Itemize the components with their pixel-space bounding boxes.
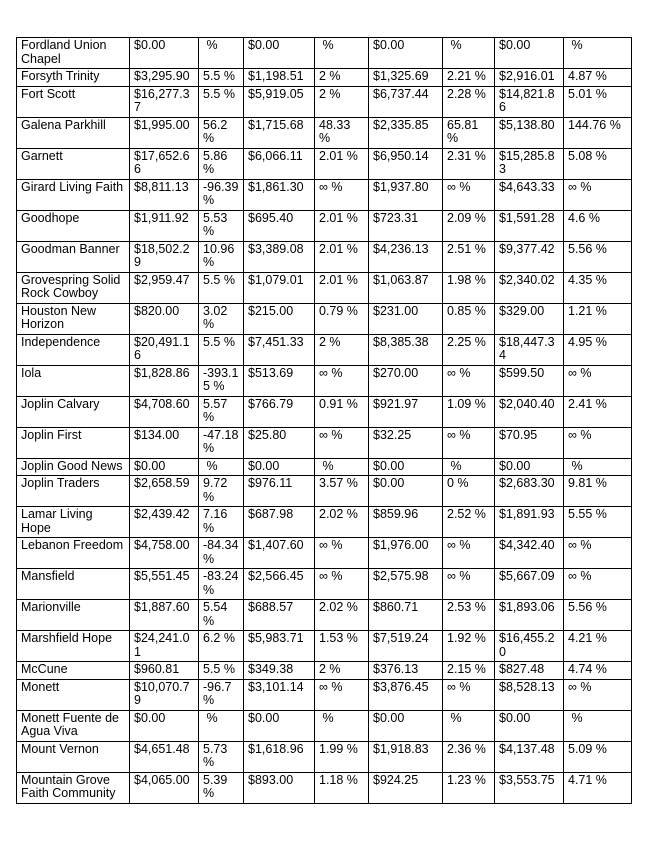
- percent-cell: 2.28 %: [443, 86, 495, 117]
- percent-cell: ∞ %: [564, 569, 632, 600]
- church-name-cell: Monett Fuente de Agua Viva: [17, 710, 130, 741]
- church-name-cell: Girard Living Faith: [17, 179, 130, 210]
- church-name-cell: Fort Scott: [17, 86, 130, 117]
- church-name-cell: Forsyth Trinity: [17, 69, 130, 87]
- church-name-cell: Lamar Living Hope: [17, 507, 130, 538]
- church-name-cell: Monett: [17, 679, 130, 710]
- table-row: [17, 210, 632, 241]
- percent-cell: 7.16 %: [199, 507, 244, 538]
- percent-cell: %: [564, 458, 632, 476]
- amount-cell: $5,983.71: [244, 631, 315, 662]
- amount-cell: $376.13: [369, 662, 443, 680]
- amount-cell: $4,643.33: [495, 179, 564, 210]
- percent-cell: 5.08 %: [564, 148, 632, 179]
- percent-cell: 2.41 %: [564, 396, 632, 427]
- table-row: [17, 710, 632, 741]
- amount-cell: $1,887.60: [130, 600, 199, 631]
- percent-cell: 2.01 %: [315, 241, 369, 272]
- amount-cell: $3,553.75: [495, 772, 564, 803]
- percent-cell: 0.85 %: [443, 303, 495, 334]
- percent-cell: 5.56 %: [564, 600, 632, 631]
- amount-cell: $17,652.66: [130, 148, 199, 179]
- amount-cell: $0.00: [369, 476, 443, 507]
- amount-cell: $16,455.20: [495, 631, 564, 662]
- percent-cell: 5.5 %: [199, 69, 244, 87]
- table-row: [17, 427, 632, 458]
- church-name-cell: Goodhope: [17, 210, 130, 241]
- church-name-cell: Galena Parkhill: [17, 117, 130, 148]
- amount-cell: $5,919.05: [244, 86, 315, 117]
- percent-cell: -393.15 %: [199, 365, 244, 396]
- amount-cell: $4,708.60: [130, 396, 199, 427]
- amount-cell: $687.98: [244, 507, 315, 538]
- amount-cell: $1,891.93: [495, 507, 564, 538]
- table-row: [17, 507, 632, 538]
- amount-cell: $723.31: [369, 210, 443, 241]
- amount-cell: $8,385.38: [369, 334, 443, 365]
- table-row: [17, 241, 632, 272]
- percent-cell: 2 %: [315, 334, 369, 365]
- amount-cell: $1,937.80: [369, 179, 443, 210]
- amount-cell: $1,861.30: [244, 179, 315, 210]
- percent-cell: %: [443, 458, 495, 476]
- table-row: [17, 662, 632, 680]
- amount-cell: $0.00: [130, 710, 199, 741]
- percent-cell: ∞ %: [315, 427, 369, 458]
- amount-cell: $9,377.42: [495, 241, 564, 272]
- percent-cell: 65.81 %: [443, 117, 495, 148]
- amount-cell: $3,295.90: [130, 69, 199, 87]
- amount-cell: $599.50: [495, 365, 564, 396]
- percent-cell: 0.91 %: [315, 396, 369, 427]
- percent-cell: 48.33 %: [315, 117, 369, 148]
- amount-cell: $2,683.30: [495, 476, 564, 507]
- table-row: [17, 334, 632, 365]
- amount-cell: $0.00: [369, 458, 443, 476]
- percent-cell: 10.96 %: [199, 241, 244, 272]
- percent-cell: ∞ %: [443, 427, 495, 458]
- table-row: [17, 600, 632, 631]
- percent-cell: -96.39 %: [199, 179, 244, 210]
- table-row: [17, 538, 632, 569]
- amount-cell: $20,491.16: [130, 334, 199, 365]
- amount-cell: $1,976.00: [369, 538, 443, 569]
- amount-cell: $3,101.14: [244, 679, 315, 710]
- amount-cell: $15,285.83: [495, 148, 564, 179]
- percent-cell: 5.5 %: [199, 272, 244, 303]
- percent-cell: 5.86 %: [199, 148, 244, 179]
- percent-cell: 2.52 %: [443, 507, 495, 538]
- amount-cell: $976.11: [244, 476, 315, 507]
- church-name-cell: Joplin Good News: [17, 458, 130, 476]
- percent-cell: %: [564, 710, 632, 741]
- percent-cell: 2.36 %: [443, 741, 495, 772]
- percent-cell: 4.95 %: [564, 334, 632, 365]
- amount-cell: $4,137.48: [495, 741, 564, 772]
- amount-cell: $4,065.00: [130, 772, 199, 803]
- percent-cell: 2 %: [315, 662, 369, 680]
- percent-cell: 5.55 %: [564, 507, 632, 538]
- amount-cell: $4,758.00: [130, 538, 199, 569]
- percent-cell: ∞ %: [443, 179, 495, 210]
- percent-cell: 2.02 %: [315, 507, 369, 538]
- amount-cell: $2,439.42: [130, 507, 199, 538]
- percent-cell: ∞ %: [315, 679, 369, 710]
- church-name-cell: Marshfield Hope: [17, 631, 130, 662]
- amount-cell: $2,335.85: [369, 117, 443, 148]
- amount-cell: $0.00: [130, 458, 199, 476]
- amount-cell: $1,995.00: [130, 117, 199, 148]
- amount-cell: $1,325.69: [369, 69, 443, 87]
- amount-cell: $18,447.34: [495, 334, 564, 365]
- amount-cell: $4,342.40: [495, 538, 564, 569]
- percent-cell: 1.53 %: [315, 631, 369, 662]
- table-row: [17, 365, 632, 396]
- amount-cell: $827.48: [495, 662, 564, 680]
- percent-cell: 2.01 %: [315, 272, 369, 303]
- percent-cell: 144.76 %: [564, 117, 632, 148]
- percent-cell: 5.39 %: [199, 772, 244, 803]
- amount-cell: $7,519.24: [369, 631, 443, 662]
- table-row: [17, 179, 632, 210]
- table-row: [17, 38, 632, 69]
- church-name-cell: McCune: [17, 662, 130, 680]
- amount-cell: $5,551.45: [130, 569, 199, 600]
- amount-cell: $215.00: [244, 303, 315, 334]
- amount-cell: $18,502.29: [130, 241, 199, 272]
- percent-cell: ∞ %: [443, 569, 495, 600]
- percent-cell: %: [315, 458, 369, 476]
- percent-cell: %: [443, 38, 495, 69]
- amount-cell: $0.00: [495, 38, 564, 69]
- percent-cell: 4.74 %: [564, 662, 632, 680]
- percent-cell: 1.23 %: [443, 772, 495, 803]
- amount-cell: $14,821.86: [495, 86, 564, 117]
- percent-cell: ∞ %: [564, 427, 632, 458]
- table-row: [17, 772, 632, 803]
- church-name-cell: Independence: [17, 334, 130, 365]
- amount-cell: $0.00: [244, 38, 315, 69]
- percent-cell: 0 %: [443, 476, 495, 507]
- amount-cell: $329.00: [495, 303, 564, 334]
- amount-cell: $2,566.45: [244, 569, 315, 600]
- percent-cell: 1.18 %: [315, 772, 369, 803]
- amount-cell: $4,236.13: [369, 241, 443, 272]
- financial-report-table: [16, 37, 632, 804]
- percent-cell: %: [199, 458, 244, 476]
- amount-cell: $820.00: [130, 303, 199, 334]
- amount-cell: $134.00: [130, 427, 199, 458]
- amount-cell: $16,277.37: [130, 86, 199, 117]
- percent-cell: ∞ %: [443, 679, 495, 710]
- church-name-cell: Lebanon Freedom: [17, 538, 130, 569]
- amount-cell: $70.95: [495, 427, 564, 458]
- percent-cell: %: [199, 710, 244, 741]
- amount-cell: $10,070.79: [130, 679, 199, 710]
- percent-cell: ∞ %: [564, 179, 632, 210]
- percent-cell: 5.73 %: [199, 741, 244, 772]
- percent-cell: ∞ %: [315, 179, 369, 210]
- percent-cell: 2.02 %: [315, 600, 369, 631]
- percent-cell: 4.71 %: [564, 772, 632, 803]
- percent-cell: 4.21 %: [564, 631, 632, 662]
- percent-cell: 1.92 %: [443, 631, 495, 662]
- percent-cell: 5.53 %: [199, 210, 244, 241]
- percent-cell: 5.57 %: [199, 396, 244, 427]
- percent-cell: 4.6 %: [564, 210, 632, 241]
- percent-cell: 5.56 %: [564, 241, 632, 272]
- amount-cell: $1,198.51: [244, 69, 315, 87]
- church-name-cell: Mansfield: [17, 569, 130, 600]
- amount-cell: $25.80: [244, 427, 315, 458]
- amount-cell: $1,828.86: [130, 365, 199, 396]
- percent-cell: 2.01 %: [315, 210, 369, 241]
- amount-cell: $3,389.08: [244, 241, 315, 272]
- church-name-cell: Marionville: [17, 600, 130, 631]
- amount-cell: $1,911.92: [130, 210, 199, 241]
- table-row: [17, 69, 632, 87]
- table-row: [17, 476, 632, 507]
- church-name-cell: Fordland Union Chapel: [17, 38, 130, 69]
- amount-cell: $960.81: [130, 662, 199, 680]
- percent-cell: %: [315, 710, 369, 741]
- percent-cell: -96.7 %: [199, 679, 244, 710]
- table-row: [17, 303, 632, 334]
- percent-cell: 1.99 %: [315, 741, 369, 772]
- church-name-cell: Garnett: [17, 148, 130, 179]
- amount-cell: $688.57: [244, 600, 315, 631]
- amount-cell: $0.00: [369, 710, 443, 741]
- percent-cell: 2.51 %: [443, 241, 495, 272]
- amount-cell: $1,715.68: [244, 117, 315, 148]
- percent-cell: 5.5 %: [199, 86, 244, 117]
- percent-cell: 5.01 %: [564, 86, 632, 117]
- amount-cell: $8,811.13: [130, 179, 199, 210]
- amount-cell: $8,528.13: [495, 679, 564, 710]
- percent-cell: 4.87 %: [564, 69, 632, 87]
- table-row: [17, 458, 632, 476]
- church-name-cell: Houston New Horizon: [17, 303, 130, 334]
- church-name-cell: Mountain Grove Faith Community: [17, 772, 130, 803]
- percent-cell: 2.21 %: [443, 69, 495, 87]
- amount-cell: $921.97: [369, 396, 443, 427]
- percent-cell: 1.09 %: [443, 396, 495, 427]
- percent-cell: 2.01 %: [315, 148, 369, 179]
- percent-cell: 2.31 %: [443, 148, 495, 179]
- church-name-cell: Joplin First: [17, 427, 130, 458]
- amount-cell: $2,340.02: [495, 272, 564, 303]
- percent-cell: 5.5 %: [199, 334, 244, 365]
- church-name-cell: Joplin Calvary: [17, 396, 130, 427]
- amount-cell: $2,959.47: [130, 272, 199, 303]
- amount-cell: $695.40: [244, 210, 315, 241]
- table-row: [17, 272, 632, 303]
- percent-cell: ∞ %: [315, 538, 369, 569]
- amount-cell: $0.00: [130, 38, 199, 69]
- amount-cell: $2,575.98: [369, 569, 443, 600]
- percent-cell: 56.2 %: [199, 117, 244, 148]
- amount-cell: $2,658.59: [130, 476, 199, 507]
- percent-cell: -84.34 %: [199, 538, 244, 569]
- amount-cell: $5,138.80: [495, 117, 564, 148]
- amount-cell: $1,893.06: [495, 600, 564, 631]
- amount-cell: $1,618.96: [244, 741, 315, 772]
- amount-cell: $1,591.28: [495, 210, 564, 241]
- amount-cell: $231.00: [369, 303, 443, 334]
- percent-cell: %: [199, 38, 244, 69]
- amount-cell: $4,651.48: [130, 741, 199, 772]
- document-page: [0, 37, 650, 841]
- amount-cell: $1,407.60: [244, 538, 315, 569]
- amount-cell: $24,241.01: [130, 631, 199, 662]
- table-row: [17, 679, 632, 710]
- percent-cell: 2.15 %: [443, 662, 495, 680]
- amount-cell: $0.00: [495, 710, 564, 741]
- amount-cell: $860.71: [369, 600, 443, 631]
- percent-cell: -47.18 %: [199, 427, 244, 458]
- amount-cell: $1,079.01: [244, 272, 315, 303]
- table-row: [17, 631, 632, 662]
- percent-cell: 2.09 %: [443, 210, 495, 241]
- percent-cell: ∞ %: [443, 365, 495, 396]
- table-row: [17, 117, 632, 148]
- amount-cell: $1,918.83: [369, 741, 443, 772]
- amount-cell: $859.96: [369, 507, 443, 538]
- percent-cell: 2 %: [315, 86, 369, 117]
- percent-cell: %: [315, 38, 369, 69]
- percent-cell: 9.72 %: [199, 476, 244, 507]
- percent-cell: ∞ %: [564, 365, 632, 396]
- amount-cell: $6,950.14: [369, 148, 443, 179]
- amount-cell: $2,916.01: [495, 69, 564, 87]
- amount-cell: $513.69: [244, 365, 315, 396]
- amount-cell: $6,737.44: [369, 86, 443, 117]
- percent-cell: 3.02 %: [199, 303, 244, 334]
- percent-cell: %: [564, 38, 632, 69]
- amount-cell: $1,063.87: [369, 272, 443, 303]
- amount-cell: $3,876.45: [369, 679, 443, 710]
- amount-cell: $766.79: [244, 396, 315, 427]
- table-row: [17, 396, 632, 427]
- percent-cell: 0.79 %: [315, 303, 369, 334]
- church-name-cell: Joplin Traders: [17, 476, 130, 507]
- percent-cell: 5.5 %: [199, 662, 244, 680]
- percent-cell: 5.09 %: [564, 741, 632, 772]
- percent-cell: 3.57 %: [315, 476, 369, 507]
- amount-cell: $349.38: [244, 662, 315, 680]
- amount-cell: $270.00: [369, 365, 443, 396]
- percent-cell: ∞ %: [315, 569, 369, 600]
- amount-cell: $0.00: [244, 710, 315, 741]
- percent-cell: 5.54 %: [199, 600, 244, 631]
- percent-cell: 2 %: [315, 69, 369, 87]
- table-row: [17, 148, 632, 179]
- percent-cell: ∞ %: [564, 679, 632, 710]
- amount-cell: $32.25: [369, 427, 443, 458]
- percent-cell: 4.35 %: [564, 272, 632, 303]
- amount-cell: $6,066.11: [244, 148, 315, 179]
- percent-cell: 6.2 %: [199, 631, 244, 662]
- percent-cell: ∞ %: [443, 538, 495, 569]
- percent-cell: ∞ %: [315, 365, 369, 396]
- amount-cell: $2,040.40: [495, 396, 564, 427]
- amount-cell: $893.00: [244, 772, 315, 803]
- percent-cell: 2.53 %: [443, 600, 495, 631]
- church-name-cell: Mount Vernon: [17, 741, 130, 772]
- church-name-cell: Grovespring Solid Rock Cowboy: [17, 272, 130, 303]
- church-name-cell: Iola: [17, 365, 130, 396]
- percent-cell: 9.81 %: [564, 476, 632, 507]
- amount-cell: $0.00: [369, 38, 443, 69]
- amount-cell: $0.00: [244, 458, 315, 476]
- percent-cell: 1.21 %: [564, 303, 632, 334]
- report-table-body: [17, 38, 632, 804]
- percent-cell: 2.25 %: [443, 334, 495, 365]
- amount-cell: $7,451.33: [244, 334, 315, 365]
- table-row: [17, 569, 632, 600]
- percent-cell: ∞ %: [564, 538, 632, 569]
- table-row: [17, 741, 632, 772]
- table-row: [17, 86, 632, 117]
- percent-cell: %: [443, 710, 495, 741]
- percent-cell: -83.24 %: [199, 569, 244, 600]
- amount-cell: $0.00: [495, 458, 564, 476]
- church-name-cell: Goodman Banner: [17, 241, 130, 272]
- amount-cell: $924.25: [369, 772, 443, 803]
- amount-cell: $5,667.09: [495, 569, 564, 600]
- percent-cell: 1.98 %: [443, 272, 495, 303]
